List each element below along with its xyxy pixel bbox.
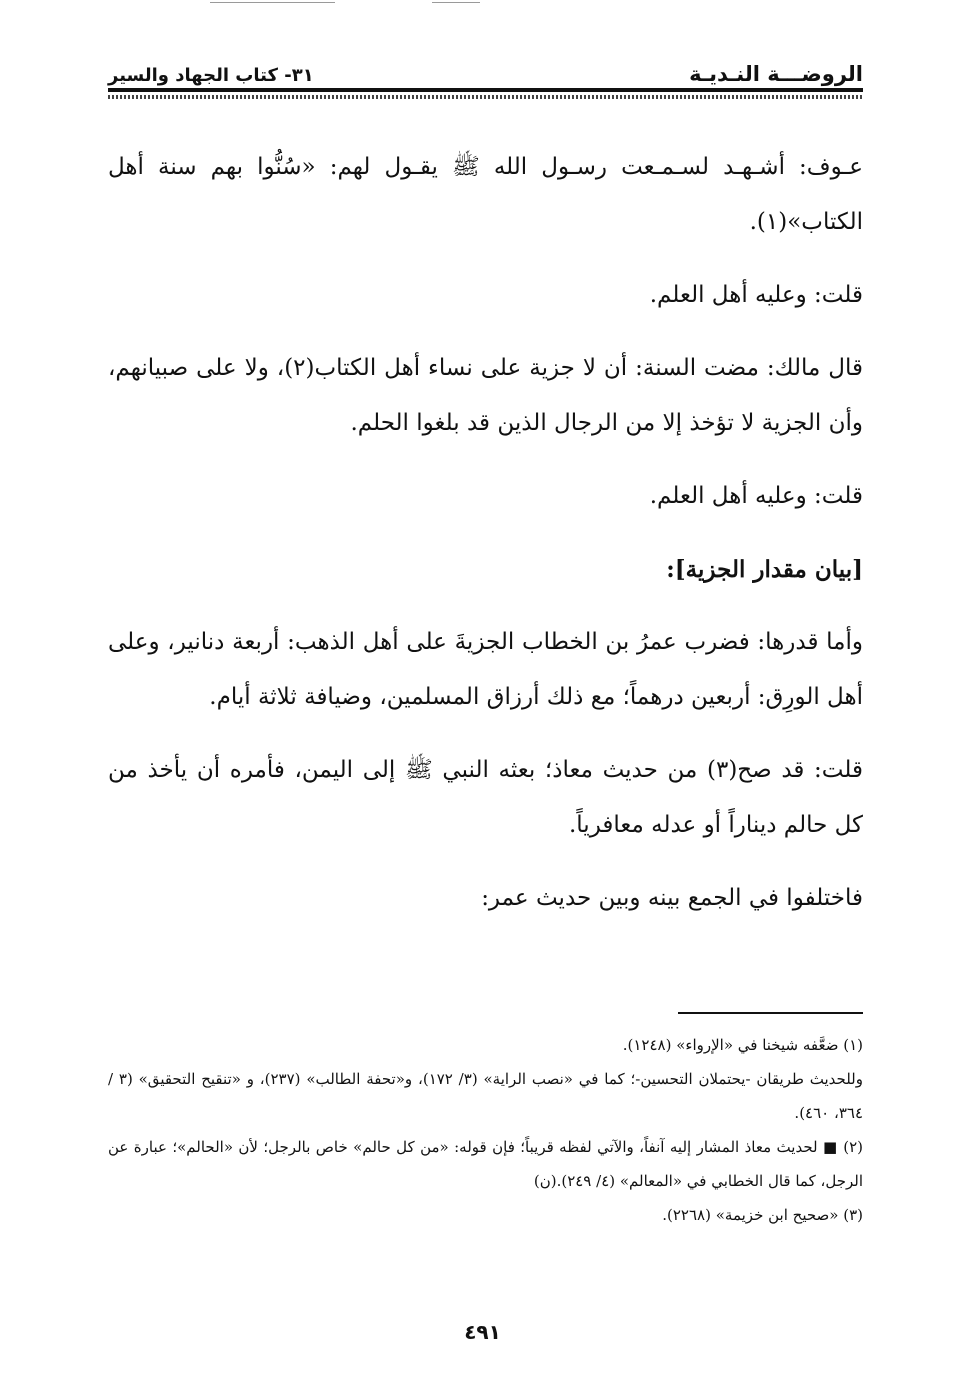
- footnote: (٢) ■ لحديث معاذ المشار إليه آنفاً، والآتي لفظه قريباً؛ فإن قوله: «من كل حالم» خاص بالرجل؛ لأن «الحالم»؛ عبارة عن الرجل، كما قال الخطابي في «المعالم» (٤/ ٢٤٩).(ن): [108, 1138, 863, 1190]
- footnote: (٣) «صحيح ابن خزيمة» (٢٢٦٨).: [662, 1206, 863, 1224]
- paragraph: قال مالك: مضت السنة: أن لا جزية على نساء أهل الكتاب(٢)، ولا على صبيانهم، وأن الجزية لا تؤخذ إلا من الرجال الذين قد بلغوا الحلم.: [108, 355, 863, 436]
- book-title: الروضـــة النـديـة: [689, 62, 863, 86]
- main-text: [108, 140, 863, 944]
- paragraph: فاختلفوا في الجمع بينه وبين حديث عمر:: [481, 885, 863, 911]
- scan-artifact-line: [432, 2, 480, 3]
- header-dotted-rule: [108, 95, 863, 99]
- footnotes: [108, 1028, 863, 1232]
- header-rule: [108, 88, 863, 92]
- footnote-separator: [678, 1012, 863, 1014]
- scan-artifact-line: [210, 2, 335, 3]
- paragraph: قلت: وعليه أهل العلم.: [649, 483, 863, 509]
- chapter-title: ٣١- كتاب الجهاد والسير: [108, 65, 314, 86]
- paragraph: وأما قدرها: فضرب عمرُ بن الخطاب الجزيةَ على أهل الذهب: أربعة دنانير، وعلى أهل الورِق: أربعين درهماً؛ مع ذلك أرزاق المسلمين، وضيافة ثلاثة أيام.: [108, 629, 863, 710]
- running-header: [108, 52, 863, 86]
- paragraph: عـوف: أشـهـد لسـمـعت رسـول الله ﷺ يقـول لهم: «سُنُّوا بهم سنة أهل الكتاب»(١).: [108, 154, 863, 235]
- section-heading: [بيان مقدار الجزية]:: [666, 556, 863, 583]
- footnote: وللحديث طريقان -يحتملان التحسين-؛ كما في «نصب الراية» (٣/ ١٧٢)، و«تحفة الطالب» (٢٣٧)، و «تنقيح التحقيق» (٣ / ٣٦٤، ٤٦٠).: [108, 1070, 863, 1122]
- footnote: (١) ضعَّفه شيخنا في «الإرواء» (١٢٤٨).: [622, 1036, 863, 1054]
- paragraph: قلت: وعليه أهل العلم.: [649, 282, 863, 308]
- page-number: ٤٩١: [464, 1320, 501, 1344]
- paragraph: قلت: قد صح(٣) من حديث معاذ؛ بعثه النبي ﷺ إلى اليمن، فأمره أن يأخذ من كل حالم ديناراً أو عدله معافرياً.: [108, 757, 864, 838]
